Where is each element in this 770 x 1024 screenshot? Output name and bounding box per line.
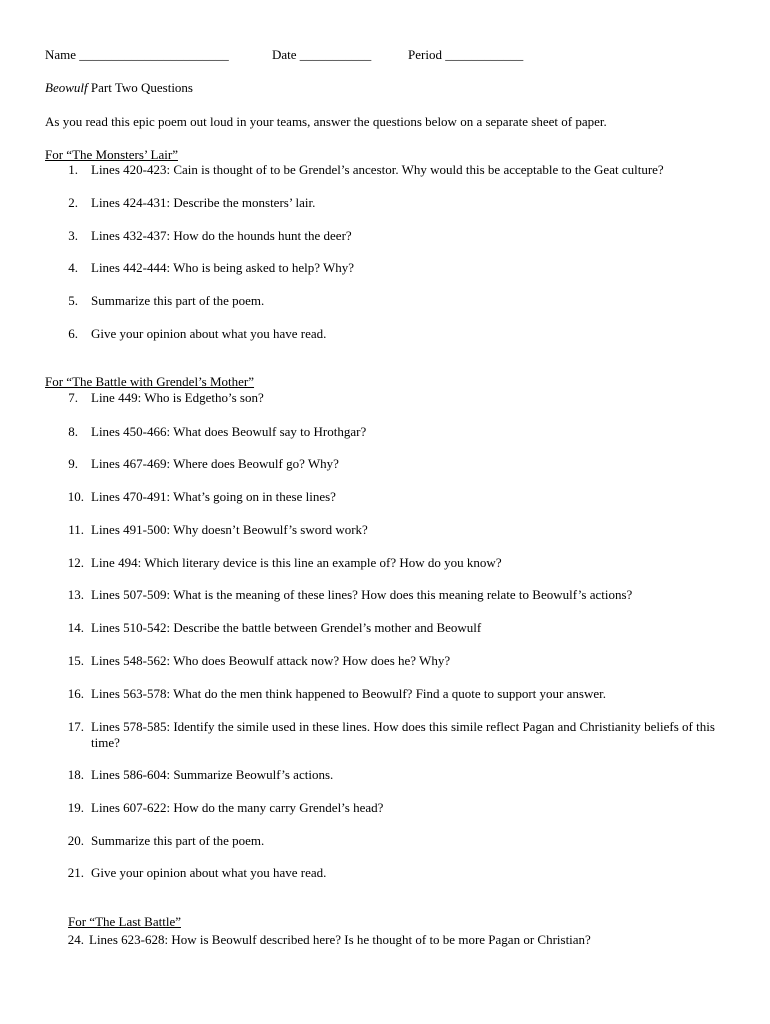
page-title — [45, 80, 193, 96]
date-label: Date — [272, 47, 297, 62]
question-number: 4. — [68, 260, 78, 275]
instructions-text: As you read this epic poem out loud in your teams, answer the questions below on a separate sheet of paper. — [45, 114, 607, 129]
question-text: Lines 507-509: What is the meaning of these lines? How does this meaning relate to Beowulf’s actions? — [91, 587, 633, 602]
question-number: 3. — [68, 228, 78, 243]
question-number: 2. — [68, 195, 78, 210]
question-number: 11. — [68, 522, 84, 537]
question-text: Lines 578-585: Identify the simile used in these lines. How does this simile reflect Pagan and Christianity beliefs of this time? — [91, 719, 715, 750]
date-blank: ___________ — [299, 47, 372, 62]
question-text: Lines 432-437: How do the hounds hunt the deer? — [91, 228, 352, 243]
question-number: 15. — [67, 653, 84, 668]
title-rest: Part Two Questions — [87, 80, 193, 95]
name-blank: _______________________ — [79, 47, 229, 62]
title-italic: Beowulf — [45, 80, 88, 95]
question-number: 1. — [68, 162, 78, 177]
question-text: Lines 563-578: What do the men think happened to Beowulf? Find a quote to support your answer. — [91, 686, 606, 701]
question-number: 5. — [68, 293, 78, 308]
question-number: 14. — [67, 620, 84, 635]
question-text: Lines 420-423: Cain is thought of to be Grendel’s ancestor. Why would this be acceptable to the Geat culture? — [91, 162, 664, 177]
question-text: Summarize this part of the poem. — [91, 833, 265, 848]
question-text: Lines 424-431: Describe the monsters’ lair. — [91, 195, 316, 210]
question-number: 12. — [67, 555, 84, 570]
question-number: 9. — [68, 456, 78, 471]
period-blank: ____________ — [445, 47, 524, 62]
period-field — [408, 47, 523, 63]
name-label: Name — [45, 47, 77, 62]
question-text: Summarize this part of the poem. — [91, 293, 265, 308]
section-heading: For “The Last Battle” — [68, 914, 181, 929]
question-text: Lines 623-628: How is Beowulf described here? Is he thought of to be more Pagan or Christian? — [89, 932, 591, 947]
question-number: 6. — [68, 326, 78, 341]
question-text: Line 449: Who is Edgetho’s son? — [91, 390, 264, 405]
question-text: Lines 510-542: Describe the battle between Grendel’s mother and Beowulf — [91, 620, 482, 635]
question-text: Lines 450-466: What does Beowulf say to Hrothgar? — [91, 424, 367, 439]
question-number: 17. — [67, 719, 84, 734]
question-number: 13. — [67, 587, 84, 602]
question-number: 18. — [67, 767, 84, 782]
question-number: 19. — [67, 800, 84, 815]
question-text: Lines 491-500: Why doesn’t Beowulf’s sword work? — [91, 522, 368, 537]
date-field — [272, 47, 371, 63]
section-heading: For “The Monsters’ Lair” — [45, 147, 178, 162]
question-text: Lines 442-444: Who is being asked to help? Why? — [91, 260, 355, 275]
period-label: Period — [408, 47, 442, 62]
question-number: 7. — [68, 390, 78, 405]
question-text: Lines 467-469: Where does Beowulf go? Why? — [91, 456, 339, 471]
question-text: Give your opinion about what you have read. — [91, 865, 327, 880]
question-number: 10. — [67, 489, 84, 504]
question-text: Line 494: Which literary device is this line an example of? How do you know? — [91, 555, 502, 570]
section-heading: For “The Battle with Grendel’s Mother” — [45, 374, 255, 389]
question-number: 21. — [67, 865, 84, 880]
question-text: Lines 586-604: Summarize Beowulf’s actions. — [91, 767, 334, 782]
question-text: Lines 470-491: What’s going on in these lines? — [91, 489, 336, 504]
question-text: Give your opinion about what you have read. — [91, 326, 327, 341]
question-text: Lines 548-562: Who does Beowulf attack now? How does he? Why? — [91, 653, 451, 668]
question-number: 16. — [67, 686, 84, 701]
question-number: 24. — [67, 932, 84, 947]
question-number: 20. — [67, 833, 84, 848]
name-field — [45, 47, 229, 63]
question-number: 8. — [68, 424, 78, 439]
question-text: Lines 607-622: How do the many carry Grendel’s head? — [91, 800, 384, 815]
